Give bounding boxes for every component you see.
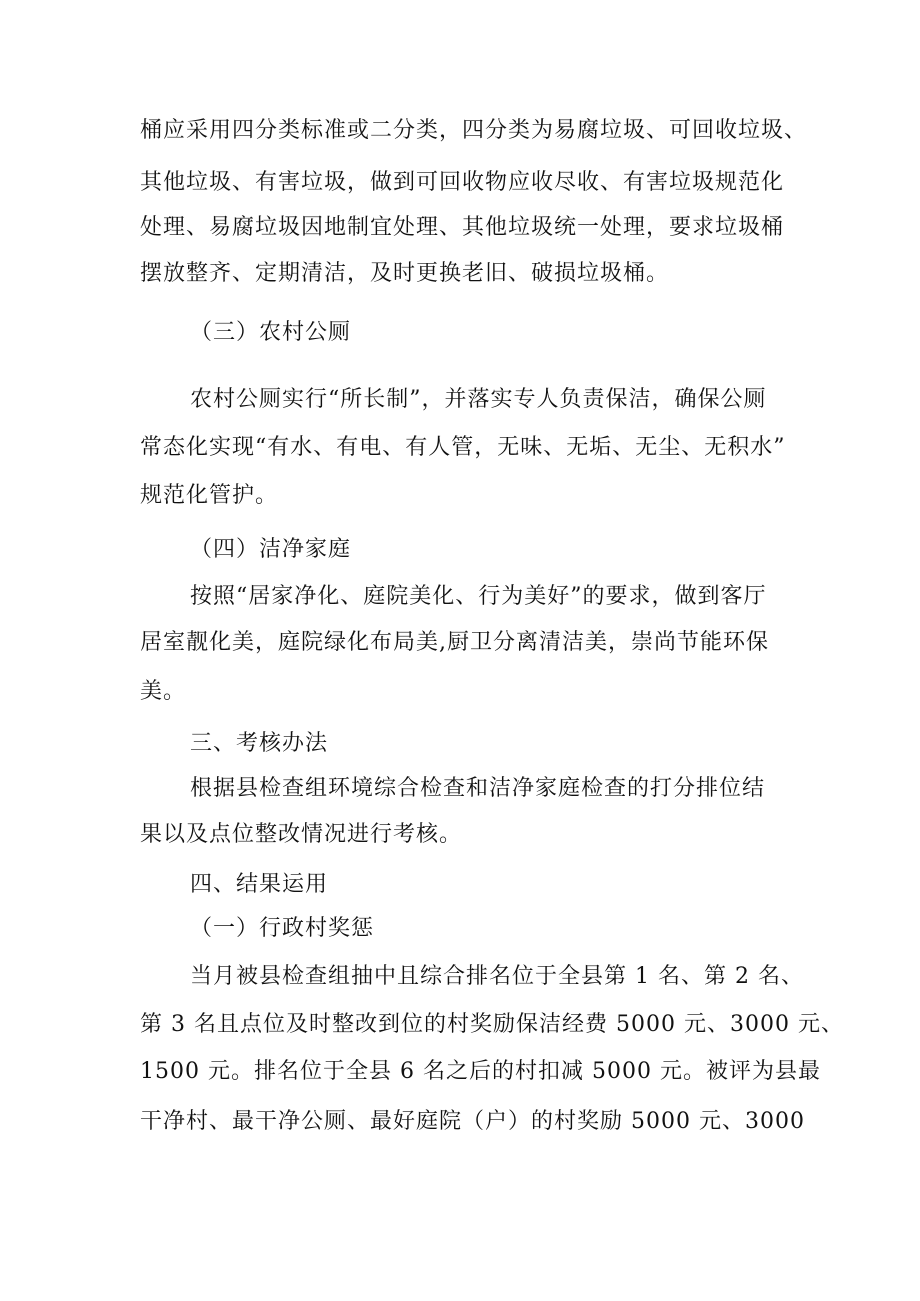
paragraph-line: 第 3 名且点位及时整改到位的村奖励保洁经费 5000 元、3000 元、 (140, 1012, 844, 1037)
paragraph-line: 按照“居家净化、庭院美化、行为美好”的要求，做到客厅 (190, 584, 767, 609)
paragraph-line: 1500 元。排名位于全县 6 名之后的村扣减 5000 元。被评为县最 (140, 1059, 821, 1084)
paragraph-line: 常态化实现“有水、有电、有人管，无味、无垢、无尘、无积水” (140, 435, 786, 460)
section-heading-assessment-method: 三、考核办法 (190, 731, 329, 756)
paragraph-line: 干净村、最干净公厕、最好庭院（户）的村奖励 5000 元、3000 (140, 1109, 805, 1134)
paragraph-line: 其他垃圾、有害垃圾，做到可回收物应收尽收、有害垃圾规范化 (140, 170, 785, 195)
section-heading-result-application: 四、结果运用 (190, 872, 329, 897)
section-heading-clean-household: （四）洁净家庭 (190, 537, 352, 562)
paragraph-line: 当月被县检查组抽中且综合排名位于全县第 1 名、第 2 名、 (190, 964, 804, 989)
paragraph-line: 农村公厕实行“所长制”，并落实专人负责保洁，确保公厕 (190, 387, 767, 412)
paragraph-line: 美。 (140, 679, 187, 704)
section-heading-village-rewards: （一）行政村奖惩 (190, 916, 375, 941)
paragraph-line: 果以及点位整改情况进行考核。 (140, 822, 463, 847)
paragraph-line: 摆放整齐、定期清洁，及时更换老旧、破损垃圾桶。 (140, 261, 670, 286)
paragraph-line: 根据县检查组环境综合检查和洁净家庭检查的打分排位结 (190, 776, 766, 801)
paragraph-line: 规范化管护。 (140, 483, 279, 508)
paragraph-line: 桶应采用四分类标准或二分类，四分类为易腐垃圾、可回收垃圾、 (140, 118, 808, 143)
paragraph-line: 处理、易腐垃圾因地制宜处理、其他垃圾统一处理，要求垃圾桶 (140, 215, 785, 240)
section-heading-rural-toilets: （三）农村公厕 (190, 320, 352, 345)
paragraph-line: 居室靓化美，庭院绿化布局美,厨卫分离清洁美，崇尚节能环保 (140, 630, 769, 655)
